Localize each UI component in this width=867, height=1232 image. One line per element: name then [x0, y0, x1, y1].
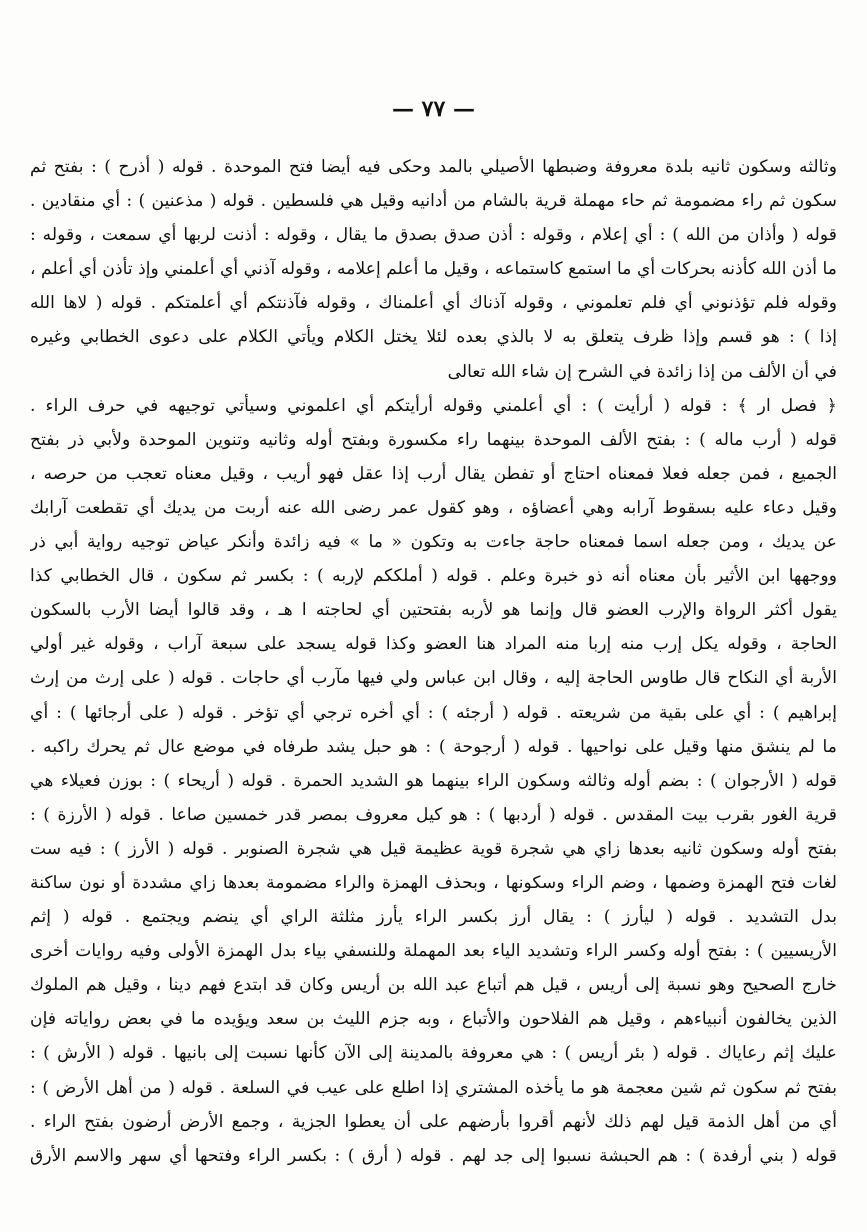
text-line: عليك إثم رعاياك . قوله ( بئر أريس ) : هي معروفة بالمدينة إلى الآن كأنها نسبت إلى بانيها . قوله ( الأرش ) :: [30, 1043, 837, 1064]
text-line: الأربة أي النكاح قال طاوس الحاجة إليه ، وقال ابن عباس ولي فيها مآرب أي حاجات . قوله ( على إرث من إرث: [30, 668, 837, 689]
text-line: إذا ) : هو قسم وإذا ظرف يتعلق به لا بالذي بعده لئلا يختل الكلام ويأتي الكلام على دعوى الخطابي وغيره: [30, 327, 837, 348]
text-line: الجميع ، فمن جعله فعلا فمعناه احتاج أو تفطن يقال أرب إذا عقل فهو أريب ، وقيل معناه تعجب من حرصه ،: [30, 463, 837, 484]
text-line: الأريسيين ) : بفتح أوله وكسر الراء وتشديد الياء بعد المهملة وللنسفي بياء بدل الهمزة الأولى وفيه روايات أخرى: [30, 941, 837, 962]
text-line: قوله ( أرب ماله ) : بفتح الألف الموحدة بينهما راء مكسورة وبفتح أوله وثانيه وتنوين الموحدة ولأبي ذر بفتح: [30, 429, 837, 450]
text-line: وثالثه وسكون ثانيه بلدة معروفة وضبطها الأصيلي بالمد وحكى فيه أيضا فتح الموحدة . قوله ( أذرح ) : بفتح ثم: [30, 157, 837, 177]
text-line: سكون ثم راء مضمومة ثم حاء مهملة قرية بالشام من أدانيه وقيل هي فلسطين . قوله ( مذعنين ) : أي منقادين .: [30, 191, 837, 212]
text-line: لغات فتح الهمزة وضمها ، وضم الراء وسكونها ، وبحذف الهمزة والراء مضمومة بعدها زاي مشددة أو نون ساكنة: [30, 872, 837, 893]
text-line: الحاجة ، وقوله يكل إرب منه إربا منه المراد هنا العضو وكذا قوله يسجد على سبعة آراب ، وقوله غير أولي: [30, 634, 837, 655]
text-line: ما لم ينشق منها وقيل على نواحيها . قوله ( أرجوحة ) : هو حبل يشد طرفاه في موضع عال ثم يحرك راكبه .: [30, 736, 837, 757]
page-number: — ٧٧ —: [392, 96, 475, 122]
text-line: يقول أكثر الرواة والإرب العضو قال وإنما هو لأربه بفتحتين أي لحاجته ا هـ ، وقد قالوا أيضا الأرب بالسكون: [30, 600, 837, 621]
text-line: عن يديك ، ومن جعله اسما فمعناه حاجة جاءت به وتكون « ما » فيه زائدة وأنكر عياض توجيه رواية أبي ذر: [30, 532, 837, 553]
text-body: [30, 150, 837, 1173]
text-line: قوله ( بني أرفدة ) : هم الحبشة نسبوا إلى جد لهم . قوله ( أرق ) : بكسر الراء وفتحها أي سهر والاسم الأرق: [30, 1145, 837, 1166]
text-line: قرية الغور بقرب بيت المقدس . قوله ( أردبها ) : هو كيل معروف بمصر قدر خمسين صاعا . قوله ( الأرزة ) :: [30, 804, 837, 825]
text-line: الذين يخالفون أنبياءهم ، وقيل هم الفلاحون والأتباع ، وبه جزم الليث بن سعد ويؤيده ما في بعض رواياته فإن: [30, 1009, 837, 1030]
text-line: بفتح أوله وسكون ثانيه بعدها زاي هي شجرة قوية عظيمة قيل هي شجرة الصنوبر . قوله ( الأرز ) : فيه ست: [30, 838, 837, 859]
text-line: ﴿ فصل ار ﴾ : قوله ( أرأيت ) : أي أعلمني وقوله أرأيتكم أي اعلموني وسيأتي توجيهه في حرف الراء .: [30, 395, 837, 416]
text-line: إبراهيم ) : أي على بقية من شريعته . قوله ( أرجئه ) : أي أخره ترجي أي تؤخر . قوله ( على أرجائها ) : أي: [30, 702, 837, 723]
text-line: قوله ( وأذان من الله ) : أي إعلام ، وقوله : أذن صدق بصدق ما يقال ، وقوله : أذنت لربها أي سمعت ، وقوله :: [30, 225, 837, 246]
text-line: وقيل دعاء عليه بسقوط آرابه وهي أعضاؤه ، وهو كقول عمر رضى الله عنه أربت من يديك أي تقطعت آرابك: [30, 497, 837, 518]
text-line: ووجهها ابن الأثير بأن معناه أنه ذو خبرة وعلم . قوله ( أملككم لإربه ) : بكسر ثم سكون ، قال الخطابي كذا: [30, 566, 837, 587]
text-line: قوله ( الأرجوان ) : بضم أوله وثالثه وسكون الراء بينهما هو الشديد الحمرة . قوله ( أريحاء ) : بوزن فعيلاء هي: [30, 770, 837, 791]
text-line: بدل التشديد . قوله ( ليأرز ) : يقال أرز بكسر الراء يأرز مثلثة الراي أي ينضم ويجتمع . قوله ( إثم: [30, 907, 837, 928]
text-line: في أن الألف من إذا زائدة في الشرح إن شاء الله تعالى: [447, 361, 837, 382]
text-line: وقوله فلم تؤذنوني أي فلم تعلموني ، وقوله آذناك أي أعلمناك ، وقوله فآذنتكم أي أعلمتكم . قوله ( لاها الله: [30, 293, 837, 314]
text-line: بفتح ثم سكون ثم شين معجمة هو ما يأخذه المشتري إذا اطلع على عيب في السلعة . قوله ( من أهل الأرض ) :: [30, 1077, 837, 1098]
text-line: أي من أهل الذمة قيل لهم ذلك لأنهم أقروا بأرضهم على أن يعطوا الجزية ، وجمع الأرض أرضون بفتح الراء .: [30, 1111, 837, 1132]
text-line: خارج الصحيح وهو نسبة إلى أريس ، قيل هم أتباع عبد الله بن أريس وكان قد ابتدع فهم دينا ، وقيل هم الملوك: [30, 975, 837, 996]
text-line: ما أذن الله كأذنه بحركات أي ما استمع كاستماعه ، وقيل ما أعلم إعلامه ، وقوله آذني أي أعلمني وإذ تأذن أي أعلم ،: [30, 259, 837, 280]
